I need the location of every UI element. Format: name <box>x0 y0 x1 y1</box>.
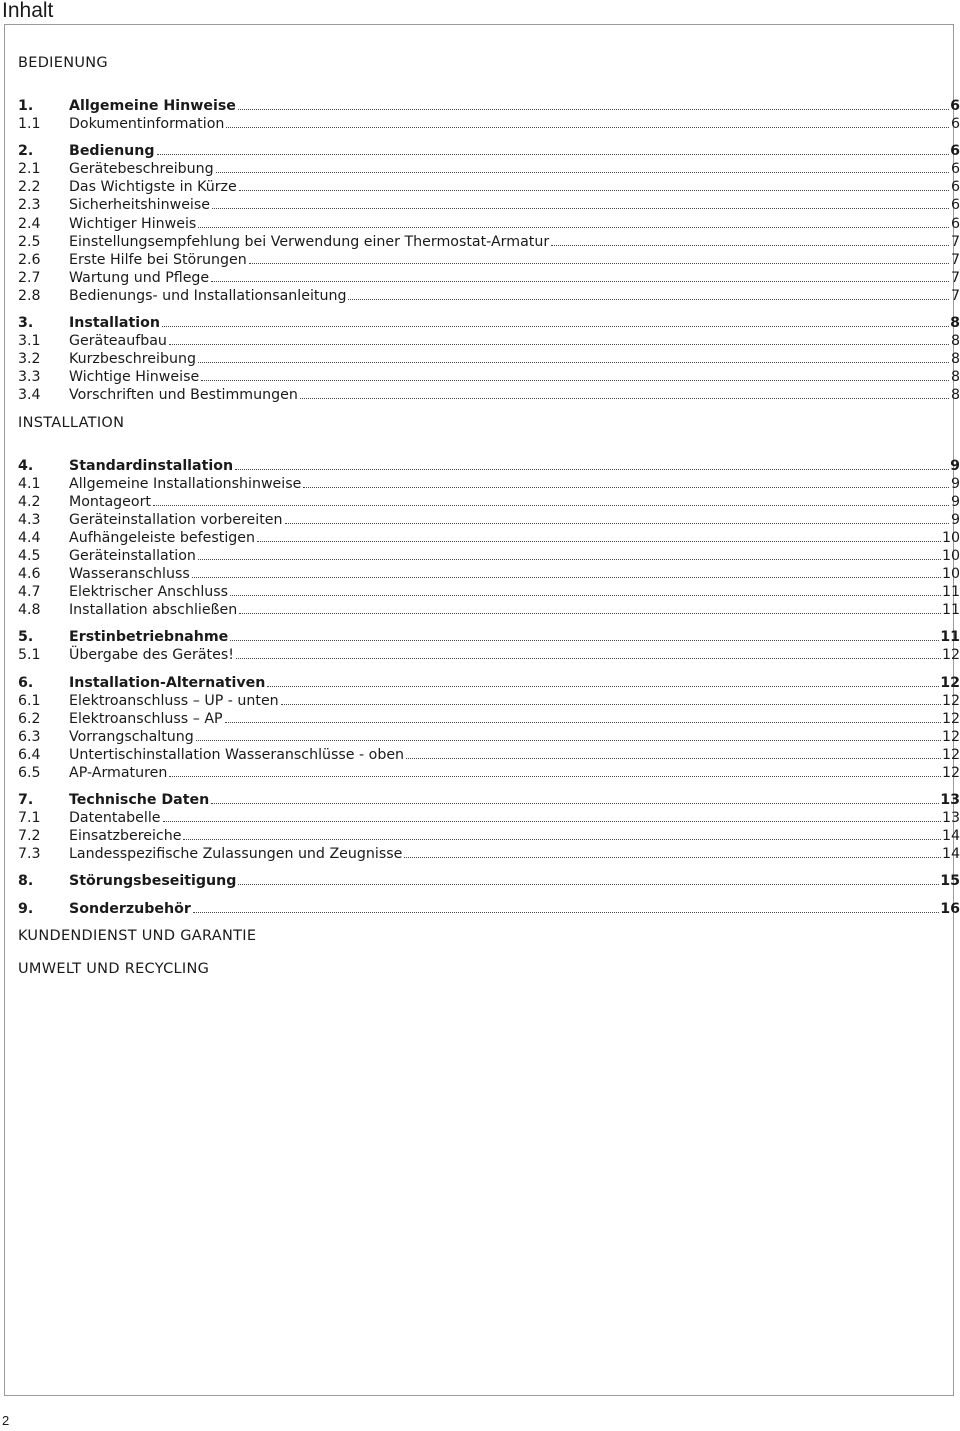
toc-entry-title: Datentabelle <box>69 810 161 827</box>
toc-entry-page: 11 <box>941 584 960 601</box>
toc-item-row <box>18 332 960 350</box>
toc-entry-page: 8 <box>950 315 960 332</box>
toc-entry-number: 4.8 <box>18 602 41 619</box>
toc-entry-page: 12 <box>941 647 960 664</box>
toc-entry-page: 10 <box>941 566 960 583</box>
toc-entry-page: 12 <box>941 746 960 763</box>
toc-entry-title: Geräteinstallation vorbereiten <box>69 511 283 528</box>
toc-item-row <box>18 547 960 565</box>
toc-entry-page: 14 <box>941 828 960 845</box>
toc-entry-number: 7.2 <box>18 828 41 845</box>
toc-entry-page: 7 <box>950 233 960 250</box>
toc-entry-page: 12 <box>941 765 960 781</box>
toc-chapter <box>18 900 960 918</box>
toc-entry-title: Wartung und Pflege <box>69 269 210 286</box>
toc-entry-title: Erstinbetriebnahme <box>69 629 229 646</box>
toc-entry-title: Wasseranschluss <box>69 566 190 583</box>
toc-leader-dots <box>238 98 949 110</box>
toc-chapter-row <box>18 97 960 115</box>
toc-item-row <box>18 251 960 269</box>
toc-entry-page: 11 <box>941 602 960 619</box>
toc-entry-page: 6 <box>950 161 960 178</box>
toc-entry-title: Erste Hilfe bei Störungen <box>69 251 247 268</box>
toc-entry-number: 9. <box>18 900 34 917</box>
toc-chapter-row <box>18 457 960 475</box>
toc-entry-page: 7 <box>950 287 960 304</box>
toc-entry-number: 4.2 <box>18 493 41 510</box>
toc-entry-number: 4.1 <box>18 475 41 492</box>
toc-entry-title: Vorschriften und Bestimmungen <box>69 387 298 404</box>
toc-entry-number: 6.3 <box>18 728 41 745</box>
toc-entry-page: 9 <box>950 511 960 528</box>
toc-item-row <box>18 746 960 764</box>
toc-entry-title: Sonderzubehör <box>69 900 191 917</box>
toc-leader-dots <box>230 629 939 641</box>
toc-item-row <box>18 215 960 233</box>
toc-entry-number: 4.5 <box>18 547 41 564</box>
toc-entry-page: 7 <box>950 251 960 268</box>
toc-entry-number: 2.2 <box>18 179 41 196</box>
toc-entry-page: 10 <box>941 529 960 546</box>
toc-entry-number: 5.1 <box>18 647 41 664</box>
toc-leader-dots <box>551 234 949 246</box>
toc-entry-number: 8. <box>18 873 34 890</box>
toc-entry-title: Elektrischer Anschluss <box>69 584 229 601</box>
toc-entry-page: 8 <box>950 369 960 386</box>
toc-entry-title: Einstellungsempfehlung bei Verwendung einer Thermostat-Armatur <box>69 233 550 250</box>
toc-entry-title: Bedienungs- und Installationsanleitung <box>69 287 347 304</box>
toc-entry-number: 4.7 <box>18 584 41 601</box>
toc-entry-title: Das Wichtigste in Kürze <box>69 179 237 196</box>
toc-entry-title: Landesspezifische Zulassungen und Zeugnisse <box>69 846 403 863</box>
toc-leader-dots <box>226 116 949 128</box>
toc-entry-title: Sicherheitshinweise <box>69 197 210 214</box>
toc-entry-number: 1. <box>18 98 34 114</box>
toc-chapter <box>18 314 960 404</box>
toc-item-row <box>18 386 960 404</box>
toc-item-row <box>18 529 960 547</box>
toc-leader-dots <box>198 216 949 228</box>
page-title: Inhalt <box>2 0 54 22</box>
toc-entry-title: Allgemeine Hinweise <box>69 98 236 114</box>
toc-item-row <box>18 475 960 493</box>
toc-entry-page: 13 <box>940 792 960 809</box>
toc-entry-title: Einsatzbereiche <box>69 828 182 845</box>
toc-entry-number: 6.5 <box>18 765 41 781</box>
toc-chapter-row <box>18 628 960 646</box>
toc-entry-number: 2.6 <box>18 251 41 268</box>
toc-item-row <box>18 845 960 863</box>
toc-entry-page: 6 <box>950 143 960 160</box>
toc-item-row <box>18 178 960 196</box>
toc-entry-title: AP-Armaturen <box>69 765 168 781</box>
toc-leader-dots <box>406 747 941 759</box>
toc-leader-dots <box>212 197 949 209</box>
toc-chapter-row <box>18 900 960 918</box>
toc-entry-number: 7.3 <box>18 846 41 863</box>
toc-leader-dots <box>267 675 939 687</box>
toc-section-heading: KUNDENDIENST UND GARANTIE <box>18 927 257 944</box>
toc-leader-dots <box>281 693 941 705</box>
toc-entry-number: 6.2 <box>18 710 41 727</box>
toc-chapter <box>18 791 960 863</box>
toc-entry-title: Installation abschließen <box>69 602 238 619</box>
toc-leader-dots <box>239 602 941 614</box>
toc-entry-number: 2.8 <box>18 287 41 304</box>
toc-entry-number: 2.7 <box>18 269 41 286</box>
toc-item-row <box>18 827 960 845</box>
toc-chapter-row <box>18 674 960 692</box>
toc-entry-number: 6.1 <box>18 692 41 709</box>
toc-item-row <box>18 692 960 710</box>
toc-leader-dots <box>404 846 941 858</box>
toc-leader-dots <box>235 458 949 470</box>
toc-section-heading: UMWELT UND RECYCLING <box>18 960 210 977</box>
toc-entry-title: Installation <box>69 315 160 332</box>
toc-leader-dots <box>183 828 940 840</box>
toc-leader-dots <box>211 270 949 282</box>
toc-item-row <box>18 809 960 827</box>
toc-entry-number: 7.1 <box>18 810 41 827</box>
toc-leader-dots <box>169 765 941 777</box>
toc-chapter-row <box>18 142 960 160</box>
toc-entry-number: 3.2 <box>18 351 41 368</box>
toc-chapter <box>18 142 960 305</box>
toc-entry-number: 7. <box>18 792 34 809</box>
toc-entry-title: Geräteinstallation <box>69 547 196 564</box>
toc-leader-dots <box>257 530 941 542</box>
toc-entry-page: 6 <box>950 98 960 114</box>
toc-leader-dots <box>300 387 949 399</box>
toc-entry-number: 6.4 <box>18 746 41 763</box>
toc-section-heading: INSTALLATION <box>18 414 125 431</box>
toc-item-row <box>18 764 960 782</box>
toc-chapter <box>18 674 960 783</box>
toc-leader-dots <box>157 143 949 155</box>
toc-entry-page: 12 <box>940 674 960 691</box>
toc-entry-number: 1.1 <box>18 116 41 133</box>
toc-entry-title: Kurzbeschreibung <box>69 351 196 368</box>
toc-item-row <box>18 511 960 529</box>
toc-entry-page: 11 <box>940 629 960 646</box>
toc-chapter-row <box>18 872 960 890</box>
toc-entry-title: Wichtiger Hinweis <box>69 215 197 232</box>
toc-entry-page: 9 <box>950 493 960 510</box>
toc-leader-dots <box>225 711 941 723</box>
toc-entry-title: Montageort <box>69 493 151 510</box>
toc-entry-page: 16 <box>940 900 960 917</box>
toc-entry-title: Bedienung <box>69 143 155 160</box>
toc-chapter <box>18 872 960 890</box>
toc-entry-number: 2.3 <box>18 197 41 214</box>
toc-entry-page: 7 <box>950 269 960 286</box>
page-number: 2 <box>2 1413 10 1428</box>
toc-entry-page: 12 <box>941 692 960 709</box>
toc-entry-number: 3.3 <box>18 369 41 386</box>
toc-entry-title: Aufhängeleiste befestigen <box>69 529 255 546</box>
toc-item-row <box>18 565 960 583</box>
toc-section-heading: BEDIENUNG <box>18 55 108 71</box>
toc-chapter-row <box>18 314 960 332</box>
toc-entry-number: 6. <box>18 674 34 691</box>
toc-entry-number: 4.3 <box>18 511 41 528</box>
toc-item-row <box>18 493 960 511</box>
toc-leader-dots <box>285 512 949 524</box>
toc-leader-dots <box>193 901 939 913</box>
toc-leader-dots <box>196 729 941 741</box>
toc-entry-page: 9 <box>950 457 960 474</box>
toc-entry-title: Installation-Alternativen <box>69 674 266 691</box>
toc-entry-page: 13 <box>941 810 960 827</box>
toc-leader-dots <box>348 288 949 300</box>
toc-entry-page: 8 <box>950 351 960 368</box>
toc-item-row <box>18 350 960 368</box>
toc-leader-dots <box>216 161 949 173</box>
toc-chapter-row <box>18 791 960 809</box>
toc-item-row <box>18 196 960 214</box>
toc-entry-number: 3.4 <box>18 387 41 404</box>
toc-leader-dots <box>211 792 939 804</box>
table-of-contents <box>4 24 960 1396</box>
toc-entry-page: 12 <box>941 710 960 727</box>
toc-item-row <box>18 601 960 619</box>
toc-leader-dots <box>192 566 941 578</box>
toc-leader-dots <box>162 315 949 327</box>
toc-entry-number: 2.1 <box>18 161 41 178</box>
toc-leader-dots <box>198 351 949 363</box>
toc-entry-number: 4. <box>18 457 34 474</box>
toc-item-row <box>18 646 960 664</box>
toc-chapter <box>18 628 960 664</box>
toc-leader-dots <box>230 584 941 596</box>
toc-leader-dots <box>239 179 949 191</box>
toc-entry-title: Elektroanschluss – AP <box>69 710 223 727</box>
toc-leader-dots <box>198 548 941 560</box>
toc-entry-page: 8 <box>950 387 960 404</box>
toc-entry-title: Übergabe des Gerätes! <box>69 647 234 664</box>
toc-leader-dots <box>169 333 949 345</box>
toc-item-row <box>18 160 960 178</box>
toc-leader-dots <box>201 369 949 381</box>
toc-entry-page: 10 <box>941 547 960 564</box>
toc-item-row <box>18 233 960 251</box>
toc-section-gap <box>18 405 960 415</box>
toc-entry-number: 2. <box>18 143 34 160</box>
toc-entry-title: Allgemeine Installationshinweise <box>69 475 302 492</box>
toc-entry-page: 6 <box>950 116 960 133</box>
toc-entry-number: 3. <box>18 315 34 332</box>
toc-item-row <box>18 728 960 746</box>
toc-entry-page: 8 <box>950 333 960 350</box>
toc-list <box>18 55 960 994</box>
toc-entry-title: Dokumentinformation <box>69 116 225 133</box>
toc-entry-title: Störungsbeseitigung <box>69 873 237 890</box>
toc-leader-dots <box>303 476 949 488</box>
toc-entry-number: 3.1 <box>18 333 41 350</box>
toc-entry-title: Elektroanschluss – UP - unten <box>69 692 279 709</box>
toc-entry-title: Geräteaufbau <box>69 333 167 350</box>
toc-section-gap <box>18 918 960 928</box>
toc-entry-page: 12 <box>941 728 960 745</box>
toc-entry-number: 4.4 <box>18 529 41 546</box>
toc-entry-title: Wichtige Hinweise <box>69 369 200 386</box>
toc-entry-title: Gerätebeschreibung <box>69 161 214 178</box>
toc-item-row <box>18 368 960 386</box>
toc-entry-title: Standardinstallation <box>69 457 234 474</box>
toc-chapter <box>18 457 960 620</box>
toc-item-row <box>18 269 960 287</box>
toc-item-row <box>18 115 960 133</box>
toc-entry-title: Vorrangschaltung <box>69 728 194 745</box>
toc-entry-page: 15 <box>940 873 960 890</box>
toc-entry-title: Untertischinstallation Wasseranschlüsse - oben <box>69 746 405 763</box>
toc-entry-number: 5. <box>18 629 34 646</box>
toc-leader-dots <box>153 494 949 506</box>
toc-entry-page: 6 <box>950 179 960 196</box>
toc-entry-number: 2.4 <box>18 215 41 232</box>
toc-entry-number: 2.5 <box>18 233 41 250</box>
toc-item-row <box>18 710 960 728</box>
toc-leader-dots <box>163 810 941 822</box>
toc-entry-page: 9 <box>950 475 960 492</box>
toc-entry-page: 6 <box>950 215 960 232</box>
toc-item-row <box>18 287 960 305</box>
toc-item-row <box>18 583 960 601</box>
toc-entry-number: 4.6 <box>18 566 41 583</box>
toc-leader-dots <box>236 647 941 659</box>
toc-leader-dots <box>238 873 939 885</box>
toc-entry-page: 14 <box>941 846 960 863</box>
toc-leader-dots <box>249 252 949 264</box>
toc-chapter <box>18 97 960 133</box>
toc-entry-title: Technische Daten <box>69 792 210 809</box>
toc-entry-page: 6 <box>950 197 960 214</box>
